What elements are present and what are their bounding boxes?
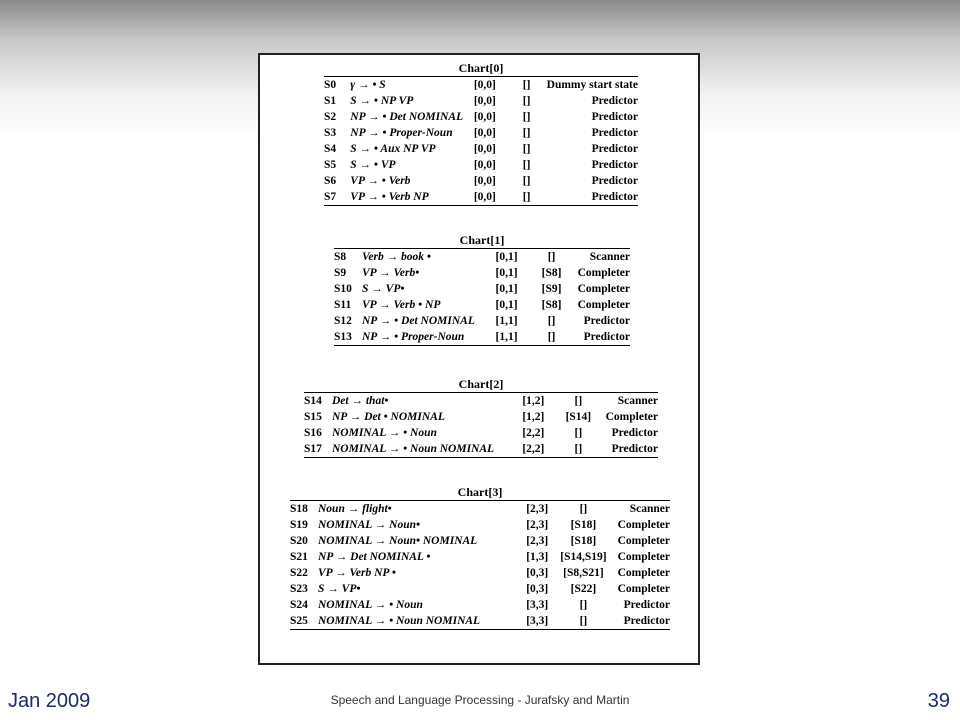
chart-table <box>324 77 638 206</box>
cell-op: Completer <box>617 583 670 595</box>
chart-1 <box>334 233 630 346</box>
chart-title: Chart[3] <box>290 485 670 501</box>
table-row <box>334 265 630 281</box>
cell-op: Scanner <box>629 503 670 515</box>
cell-op: Scanner <box>589 251 630 263</box>
cell-rule: Verb → book • <box>362 251 431 263</box>
cell-span: [2,2] <box>522 427 545 439</box>
cell-ptr: [S14] <box>565 411 592 423</box>
cell-id: S15 <box>304 411 322 423</box>
table-row <box>304 409 658 425</box>
cell-id: S10 <box>334 283 352 295</box>
cell-ptr: [] <box>522 79 531 91</box>
cell-op: Predictor <box>591 95 638 107</box>
cell-rule: NP → Det NOMINAL • <box>318 551 431 563</box>
cell-span: [2,3] <box>526 519 549 531</box>
cell-rule: NP → • Det NOMINAL <box>362 315 475 327</box>
chart-table <box>290 501 670 630</box>
cell-span: [2,3] <box>526 503 549 515</box>
cell-op: Predictor <box>607 613 670 630</box>
cell-id: S7 <box>324 189 350 206</box>
cell-rule: NOMINAL → • Noun NOMINAL <box>332 441 510 458</box>
cell-rule: NOMINAL → • Noun <box>332 427 437 439</box>
cell-ptr: [] <box>547 315 556 327</box>
table-row <box>334 281 630 297</box>
cell-id: S22 <box>290 567 308 579</box>
table-row <box>324 157 638 173</box>
cell-span: [0,1] <box>495 267 518 279</box>
cell-ptr: [S8,S21] <box>563 567 604 579</box>
cell-ptr: [] <box>522 95 531 107</box>
cell-span: [0,0] <box>473 175 496 187</box>
cell-rule: NP → • Proper-Noun <box>362 329 484 346</box>
table-row <box>290 533 670 549</box>
cell-ptr: [S8] <box>541 299 562 311</box>
cell-ptr: [S9] <box>541 283 562 295</box>
chart-table <box>304 393 658 458</box>
cell-ptr: [S18] <box>570 535 597 547</box>
table-row <box>334 313 630 329</box>
cell-ptr: [] <box>574 427 583 439</box>
cell-id: S4 <box>324 143 337 155</box>
cell-op: Dummy start state <box>546 79 638 91</box>
cell-op: Completer <box>617 535 670 547</box>
cell-op: Predictor <box>574 329 630 346</box>
chart-2 <box>304 377 658 458</box>
cell-rule: NP → • Det NOMINAL <box>350 111 464 123</box>
cell-span: [2,3] <box>526 535 549 547</box>
cell-id: S20 <box>290 535 308 547</box>
cell-id: S13 <box>334 329 362 346</box>
cell-rule: NP → • Proper-Noun <box>350 127 453 139</box>
table-row <box>324 77 638 93</box>
cell-rule: S → VP• <box>362 283 405 295</box>
table-row <box>304 425 658 441</box>
table-row <box>324 173 638 189</box>
cell-id: S23 <box>290 583 308 595</box>
cell-ptr: [S14,S19] <box>560 551 607 563</box>
cell-span: [0,0] <box>473 79 496 91</box>
cell-id: S24 <box>290 599 308 611</box>
cell-span: [0,1] <box>495 283 518 295</box>
cell-op: Completer <box>617 519 670 531</box>
cell-rule: γ → • S <box>350 79 386 91</box>
cell-ptr: [S18] <box>570 519 597 531</box>
cell-rule: Det → that• <box>332 395 389 407</box>
chart-title: Chart[1] <box>334 233 630 249</box>
table-row <box>324 109 638 125</box>
cell-id: S14 <box>304 395 322 407</box>
cell-span: [3,3] <box>514 613 560 630</box>
cell-span: [1,3] <box>526 551 549 563</box>
cell-op: Predictor <box>591 175 638 187</box>
cell-id: S19 <box>290 519 308 531</box>
cell-span: [0,0] <box>473 95 496 107</box>
cell-ptr: [] <box>522 111 531 123</box>
cell-span: [0,0] <box>473 127 496 139</box>
cell-id: S17 <box>304 441 332 458</box>
cell-rule: Noun → flight• <box>318 503 392 515</box>
cell-span: [1,2] <box>522 395 545 407</box>
cell-op: Predictor <box>547 189 638 206</box>
cell-ptr: [] <box>579 503 588 515</box>
table-row <box>290 581 670 597</box>
cell-op: Completer <box>617 567 670 579</box>
chart-table <box>334 249 630 346</box>
cell-id: S18 <box>290 503 308 515</box>
cell-span: [3,3] <box>526 599 549 611</box>
cell-rule: S → VP• <box>318 583 361 595</box>
cell-id: S2 <box>324 111 337 123</box>
cell-ptr: [S22] <box>570 583 597 595</box>
cell-op: Predictor <box>600 441 658 458</box>
cell-op: Predictor <box>583 315 630 327</box>
chart-3 <box>290 485 670 630</box>
table-row <box>290 517 670 533</box>
table-row <box>334 249 630 265</box>
cell-op: Predictor <box>611 427 658 439</box>
table-row <box>324 189 638 206</box>
cell-id: S21 <box>290 551 308 563</box>
cell-ptr: [] <box>522 159 531 171</box>
cell-span: [0,0] <box>473 111 496 123</box>
table-row <box>304 441 658 458</box>
cell-id: S0 <box>324 79 337 91</box>
page-number: 39 <box>927 690 950 712</box>
cell-op: Predictor <box>591 143 638 155</box>
cell-id: S1 <box>324 95 337 107</box>
table-row <box>290 597 670 613</box>
cell-id: S16 <box>304 427 322 439</box>
cell-ptr: [] <box>522 175 531 187</box>
cell-id: S6 <box>324 175 337 187</box>
footer-title: Speech and Language Processing - Jurafsky and Martin <box>330 693 630 707</box>
table-row <box>334 297 630 313</box>
cell-op: Predictor <box>591 159 638 171</box>
cell-id: S8 <box>334 251 347 263</box>
cell-span: [0,0] <box>473 159 496 171</box>
cell-id: S12 <box>334 315 352 327</box>
cell-id: S25 <box>290 613 318 630</box>
cell-span: [0,1] <box>495 299 518 311</box>
cell-span: [1,1] <box>484 329 530 346</box>
cell-op: Predictor <box>591 111 638 123</box>
chart-title: Chart[2] <box>304 377 658 393</box>
cell-op: Completer <box>577 299 630 311</box>
cell-rule: S → • VP <box>350 159 396 171</box>
cell-rule: NOMINAL → Noun• NOMINAL <box>318 535 478 547</box>
footer-date: Jan 2009 <box>8 690 91 712</box>
cell-ptr: [] <box>530 329 574 346</box>
cell-rule: VP → Verb NP • <box>318 567 396 579</box>
parse-chart-figure <box>258 53 700 665</box>
cell-op: Scanner <box>617 395 658 407</box>
cell-ptr: [] <box>522 143 531 155</box>
table-row <box>324 93 638 109</box>
cell-ptr: [] <box>579 599 588 611</box>
cell-rule: VP → • Verb NP <box>350 189 463 206</box>
cell-rule: NOMINAL → • Noun <box>318 599 423 611</box>
cell-span: [1,2] <box>522 411 545 423</box>
cell-op: Completer <box>577 283 630 295</box>
cell-span: [2,2] <box>510 441 556 458</box>
table-row <box>324 141 638 157</box>
cell-ptr: [] <box>556 441 600 458</box>
cell-id: S9 <box>334 267 347 279</box>
table-row <box>290 613 670 630</box>
cell-rule: S → • Aux NP VP <box>350 143 436 155</box>
cell-span: [0,3] <box>526 583 549 595</box>
cell-op: Predictor <box>623 599 670 611</box>
cell-ptr: [] <box>574 395 583 407</box>
cell-op: Predictor <box>591 127 638 139</box>
cell-rule: VP → Verb• <box>362 267 420 279</box>
cell-rule: VP → Verb • NP <box>362 299 441 311</box>
cell-span: [1,1] <box>495 315 518 327</box>
cell-ptr: [S8] <box>541 267 562 279</box>
cell-rule: NOMINAL → • Noun NOMINAL <box>318 613 514 630</box>
table-row <box>324 125 638 141</box>
cell-id: S5 <box>324 159 337 171</box>
cell-span: [0,0] <box>473 143 496 155</box>
cell-span: [0,1] <box>495 251 518 263</box>
cell-rule: VP → • Verb <box>350 175 411 187</box>
cell-rule: S → • NP VP <box>350 95 414 107</box>
cell-rule: NP → Det • NOMINAL <box>332 411 445 423</box>
cell-op: Completer <box>617 551 670 563</box>
cell-ptr: [] <box>507 189 547 206</box>
chart-0 <box>324 61 638 206</box>
cell-ptr: [] <box>560 613 606 630</box>
table-row <box>290 549 670 565</box>
cell-span: [0,0] <box>463 189 506 206</box>
cell-span: [0,3] <box>526 567 549 579</box>
cell-op: Completer <box>605 411 658 423</box>
cell-op: Completer <box>577 267 630 279</box>
table-row <box>290 501 670 517</box>
cell-ptr: [] <box>522 127 531 139</box>
cell-rule: NOMINAL → Noun• <box>318 519 421 531</box>
cell-id: S11 <box>334 299 352 311</box>
table-row <box>304 393 658 409</box>
cell-ptr: [] <box>547 251 556 263</box>
table-row <box>334 329 630 346</box>
cell-id: S3 <box>324 127 337 139</box>
chart-title: Chart[0] <box>324 61 638 77</box>
table-row <box>290 565 670 581</box>
